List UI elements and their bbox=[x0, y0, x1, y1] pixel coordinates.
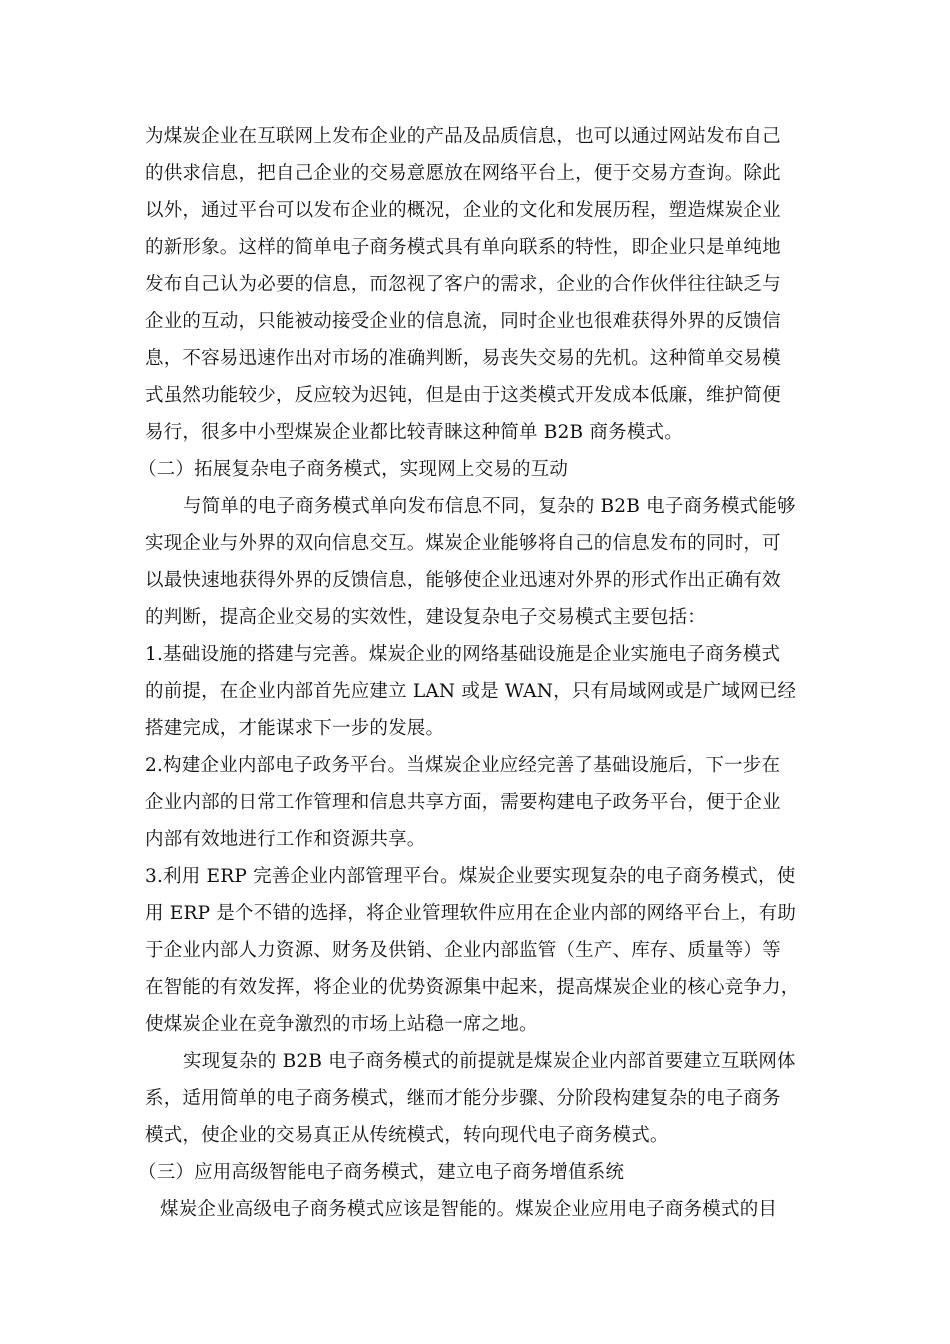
paragraph-line: 以外，通过平台可以发布企业的概况，企业的文化和发展历程，塑造煤炭企业 bbox=[145, 200, 781, 221]
paragraph-line: 的新形象。这样的简单电子商务模式具有单向联系的特性，即企业只是单纯地 bbox=[145, 237, 781, 258]
section-heading: （三）应用高级智能电子商务模式，建立电子商务增值系统 bbox=[138, 1162, 625, 1183]
list-item-line: 1.基础设施的搭建与完善。煤炭企业的网络基础设施是企业实施电子商务模式 bbox=[145, 644, 781, 665]
paragraph-line: 的供求信息，把自己企业的交易意愿放在网络平台上，便于交易方查询。除此 bbox=[145, 163, 781, 184]
section-heading: （二）拓展复杂电子商务模式，实现网上交易的互动 bbox=[138, 459, 569, 480]
list-item-line: 的前提，在企业内部首先应建立 LAN 或是 WAN，只有局域网或是广域网已经 bbox=[145, 681, 797, 702]
paragraph-line: 的判断，提高企业交易的实效性，建设复杂电子交易模式主要包括： bbox=[145, 607, 707, 628]
list-item-line: 使煤炭企业在竞争激烈的市场上站稳一席之地。 bbox=[145, 1014, 538, 1035]
paragraph-line: 式虽然功能较少，反应较为迟钝，但是由于这类模式开发成本低廉，维护简便 bbox=[145, 385, 781, 406]
list-item-line: 企业内部的日常工作管理和信息共享方面，需要构建电子政务平台，便于企业 bbox=[145, 792, 781, 813]
list-item-line: 内部有效地进行工作和资源共享。 bbox=[145, 829, 426, 850]
list-item-line: 用 ERP 是个不错的选择，将企业管理软件应用在企业内部的网络平台上，有助 bbox=[145, 903, 797, 924]
list-item-line: 在智能的有效发挥，将企业的优势资源集中起来，提高煤炭企业的核心竞争力， bbox=[145, 977, 800, 998]
paragraph-line: 实现企业与外界的双向信息交互。煤炭企业能够将自己的信息发布的同时，可 bbox=[145, 533, 781, 554]
paragraph-line: 与简单的电子商务模式单向发布信息不同，复杂的 B2B 电子商务模式能够 bbox=[183, 496, 796, 517]
list-item-line: 搭建完成，才能谋求下一步的发展。 bbox=[145, 718, 445, 739]
list-item-line: 于企业内部人力资源、财务及供销、企业内部监管（生产、库存、质量等）等 bbox=[145, 940, 781, 961]
list-item-line: 3.利用 ERP 完善企业内部管理平台。煤炭企业要实现复杂的电子商务模式，使 bbox=[145, 866, 796, 887]
paragraph-line: 系，适用简单的电子商务模式，继而才能分步骤、分阶段构建复杂的电子商务 bbox=[145, 1088, 781, 1109]
paragraph-line: 企业的互动，只能被动接受企业的信息流，同时企业也很难获得外界的反馈信 bbox=[145, 311, 781, 332]
paragraph-line: 以最快速地获得外界的反馈信息，能够使企业迅速对外界的形式作出正确有效 bbox=[145, 570, 781, 591]
paragraph-line: 易行，很多中小型煤炭企业都比较青睐这种简单 B2B 商务模式。 bbox=[145, 422, 683, 443]
paragraph-line: 实现复杂的 B2B 电子商务模式的前提就是煤炭企业内部首要建立互联网体 bbox=[183, 1051, 796, 1072]
list-item-line: 2.构建企业内部电子政务平台。当煤炭企业应经完善了基础设施后，下一步在 bbox=[145, 755, 781, 776]
paragraph-line: 模式，使企业的交易真正从传统模式，转向现代电子商务模式。 bbox=[145, 1125, 669, 1146]
paragraph-line: 息，不容易迅速作出对市场的准确判断，易丧失交易的先机。这种简单交易模 bbox=[145, 348, 781, 369]
paragraph-line: 发布自己认为必要的信息，而忽视了客户的需求，企业的合作伙伴往往缺乏与 bbox=[145, 274, 781, 295]
paragraph-line: 煤炭企业高级电子商务模式应该是智能的。煤炭企业应用电子商务模式的目 bbox=[160, 1199, 778, 1220]
paragraph-line: 为煤炭企业在互联网上发布企业的产品及品质信息，也可以通过网站发布自己 bbox=[145, 126, 781, 147]
